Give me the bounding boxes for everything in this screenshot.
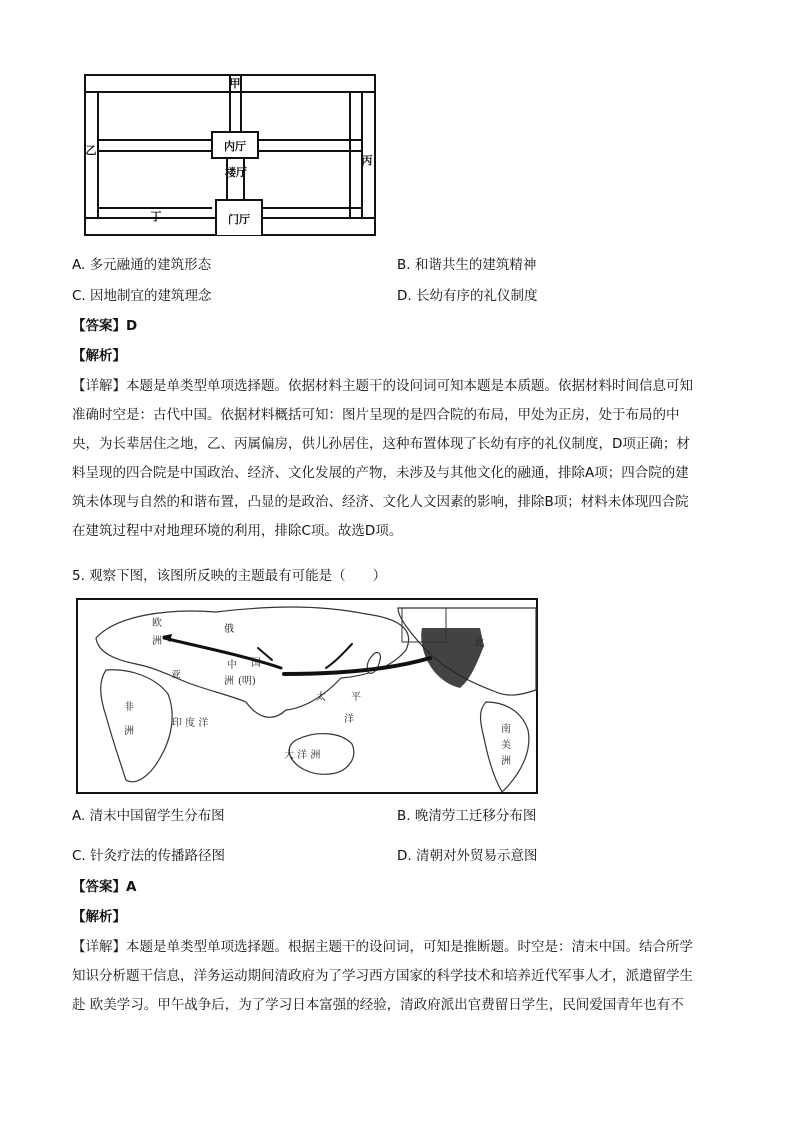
q5-detail-line: 赴 欧美学习。甲午战争后，为了学习日本富强的经验，清政府派出官费留日学生，民间爱国青年也有不 xyxy=(72,997,684,1013)
map-label-africa-2: 洲 xyxy=(124,726,134,737)
world-map-figure xyxy=(76,598,538,794)
q4-detail-line: 料呈现的四合院是中国政治、经济、文化发展的产物，未涉及与其他文化的融通，排除A项；四合院的建 xyxy=(72,465,689,481)
q5-answer: 【答案】A xyxy=(72,879,137,895)
map-label-pacific-2: 平 xyxy=(351,692,361,703)
label-bing: 丙 xyxy=(361,154,373,167)
map-label-ming: (明) xyxy=(238,676,256,687)
map-label-south-america-2: 美 xyxy=(501,740,511,751)
q4-detail-paragraph xyxy=(72,372,724,546)
map-label-europe-2: 洲 xyxy=(152,636,162,647)
q5-option-b[interactable]: B. 晚清劳工迁移分布图 xyxy=(397,808,537,824)
q5-question-stem: 5. 观察下图，该图所反映的主题最有可能是（ ） xyxy=(72,568,387,584)
map-label-north: 北 xyxy=(474,638,484,649)
q5-detail-line: 【详解】本题是单类型单项选择题。根据主题干的设问词，可知是推断题。时空是：清末中国。结合所学 xyxy=(72,939,693,955)
map-label-asia: 亚 xyxy=(171,670,181,681)
q4-detail-line: 央，为长辈居住之地，乙、丙属偏房，供儿孙居住，这种布置体现了长幼有序的礼仪制度，D项正确；材 xyxy=(72,436,690,452)
label-side-hall xyxy=(225,165,247,179)
q4-option-b[interactable]: B. 和谐共生的建筑精神 xyxy=(397,257,537,273)
map-label-pacific-3: 洋 xyxy=(344,714,354,725)
q4-detail-line: 【详解】本题是单类型单项选择题。依据材料主题干的设问词可知本题是本质题。依据材料时间信息可知 xyxy=(72,378,693,394)
q4-detail-line: 在建筑过程中对地理环境的利用，排除C项。故选D项。 xyxy=(72,523,403,539)
label-ding: 丁 xyxy=(150,210,162,223)
q4-detail-line: 筑未体现与自然的和谐布置，凸显的是政治、经济、文化人文因素的影响，排除B项；材料未体现四合院 xyxy=(72,494,689,510)
map-label-pacific-1: 太 xyxy=(316,692,326,703)
q5-detail-paragraph xyxy=(72,933,724,1020)
map-label-indian-ocean: 印 度 洋 xyxy=(172,718,209,729)
map-label-europe-1: 欧 xyxy=(152,618,162,629)
q5-analysis-label: 【解析】 xyxy=(72,909,126,925)
label-yi: 乙 xyxy=(85,144,97,157)
map-label-china-zhou: 洲 xyxy=(224,676,234,687)
q4-option-d[interactable]: D. 长幼有序的礼仪制度 xyxy=(397,288,538,304)
courtyard-layout-diagram xyxy=(84,74,376,236)
q4-detail-line: 准确时空是：古代中国。依据材料概括可知：图片呈现的是四合院的布局，甲处为正房，处于布局的中 xyxy=(72,407,680,423)
map-label-south-america-1: 南 xyxy=(501,724,511,735)
map-label-china-1: 中 xyxy=(227,660,237,671)
q5-option-a[interactable]: A. 清末中国留学生分布图 xyxy=(72,808,225,824)
q5-option-c[interactable]: C. 针灸疗法的传播路径图 xyxy=(72,848,226,864)
map-label-china-2: 国 xyxy=(251,658,261,669)
label-jia: 甲 xyxy=(229,77,241,90)
q5-option-d[interactable]: D. 清朝对外贸易示意图 xyxy=(397,848,538,864)
q4-answer: 【答案】D xyxy=(72,318,138,334)
label-inner-hall: 内厅 xyxy=(224,140,246,153)
q5-detail-line: 知识分析题干信息，洋务运动期间清政府为了学习西方国家的科学技术和培养近代军事人才，派遣留学生 xyxy=(72,968,693,984)
map-label-russia: 俄 xyxy=(224,624,234,635)
q4-analysis-label: 【解析】 xyxy=(72,348,126,364)
side-hall-text: 楼厅 xyxy=(225,166,247,179)
q4-option-c[interactable]: C. 因地制宜的建筑理念 xyxy=(72,288,212,304)
q4-option-a[interactable]: A. 多元融通的建筑形态 xyxy=(72,257,212,273)
map-label-south-america-3: 洲 xyxy=(501,756,511,767)
map-label-africa-1: 非 xyxy=(124,702,134,713)
label-gate-hall: 门厅 xyxy=(228,213,250,226)
map-label-oceania: 大 洋 洲 xyxy=(284,750,321,761)
